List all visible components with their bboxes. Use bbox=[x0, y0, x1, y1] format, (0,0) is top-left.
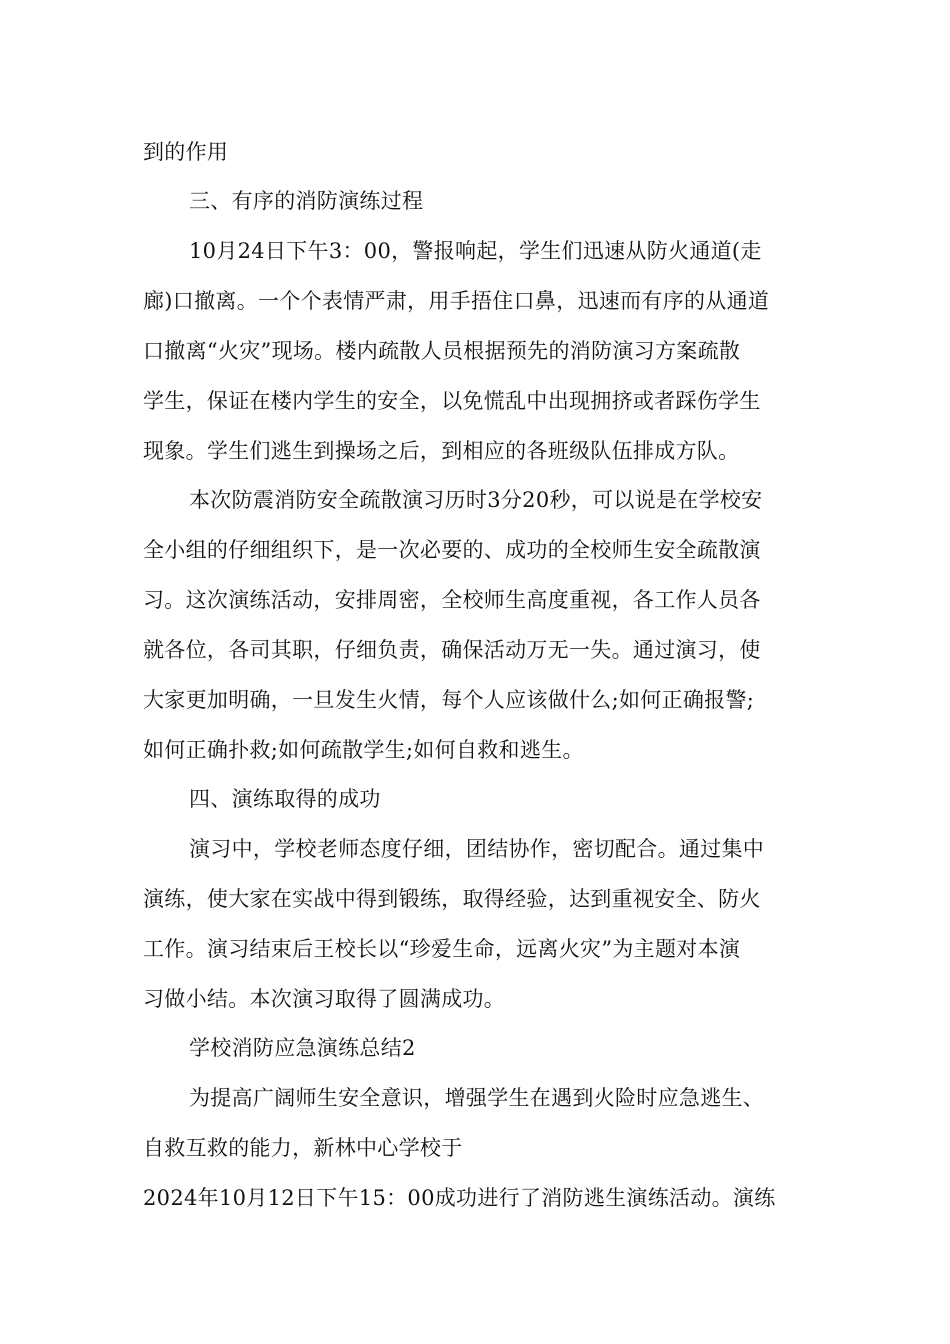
paragraph-line: 10月24日下午3：00，警报响起，学生们迅速从防火通道(走 bbox=[189, 239, 762, 263]
paragraph-line: 现象。学生们逃生到操场之后，到相应的各班级队伍排成方队。 bbox=[143, 439, 740, 463]
paragraph-line: 习做小结。本次演习取得了圆满成功。 bbox=[143, 987, 506, 1011]
section-heading: 四、演练取得的成功 bbox=[189, 787, 381, 811]
paragraph-line: 自救互救的能力，新林中心学校于 bbox=[143, 1136, 463, 1160]
paragraph-line: 廊)口撤离。一个个表情严肃，用手捂住口鼻，迅速而有序的从通道 bbox=[143, 289, 770, 313]
paragraph-line: 演习中，学校老师态度仔细，团结协作，密切配合。通过集中 bbox=[189, 837, 765, 861]
paragraph-line: 如何正确扑救;如何疏散学生;如何自救和逃生。 bbox=[143, 738, 584, 762]
document-subtitle: 学校消防应急演练总结2 bbox=[189, 1036, 416, 1060]
paragraph-line: 习。这次演练活动，安排周密，全校师生高度重视，各工作人员各 bbox=[143, 588, 761, 612]
paragraph-line: 2024年10月12日下午15：00成功进行了消防逃生演练活动。演练 bbox=[143, 1186, 776, 1210]
paragraph-line: 大家更加明确，一旦发生火情，每个人应该做什么;如何正确报警; bbox=[143, 688, 755, 712]
paragraph-line: 口撤离“火灾”现场。楼内疏散人员根据预先的消防演习方案疏散 bbox=[143, 339, 741, 363]
paragraph-line: 学生，保证在楼内学生的安全，以免慌乱中出现拥挤或者踩伤学生 bbox=[143, 389, 761, 413]
paragraph-line: 就各位，各司其职，仔细负责，确保活动万无一失。通过演习，使 bbox=[143, 638, 761, 662]
paragraph-line: 为提高广阔师生安全意识，增强学生在遇到火险时应急逃生、 bbox=[189, 1086, 765, 1110]
paragraph-line: 全小组的仔细组织下，是一次必要的、成功的全校师生安全疏散演 bbox=[143, 538, 761, 562]
paragraph-line: 到的作用 bbox=[143, 140, 229, 164]
paragraph-line: 演练，使大家在实战中得到锻练，取得经验，达到重视安全、防火 bbox=[143, 887, 761, 911]
paragraph-line: 本次防震消防安全疏散演习历时3分20秒，可以说是在学校安 bbox=[189, 488, 763, 512]
paragraph-line: 工作。演习结束后王校长以“珍爱生命，远离火灾”为主题对本演 bbox=[143, 937, 741, 961]
section-heading: 三、有序的消防演练过程 bbox=[189, 189, 424, 213]
